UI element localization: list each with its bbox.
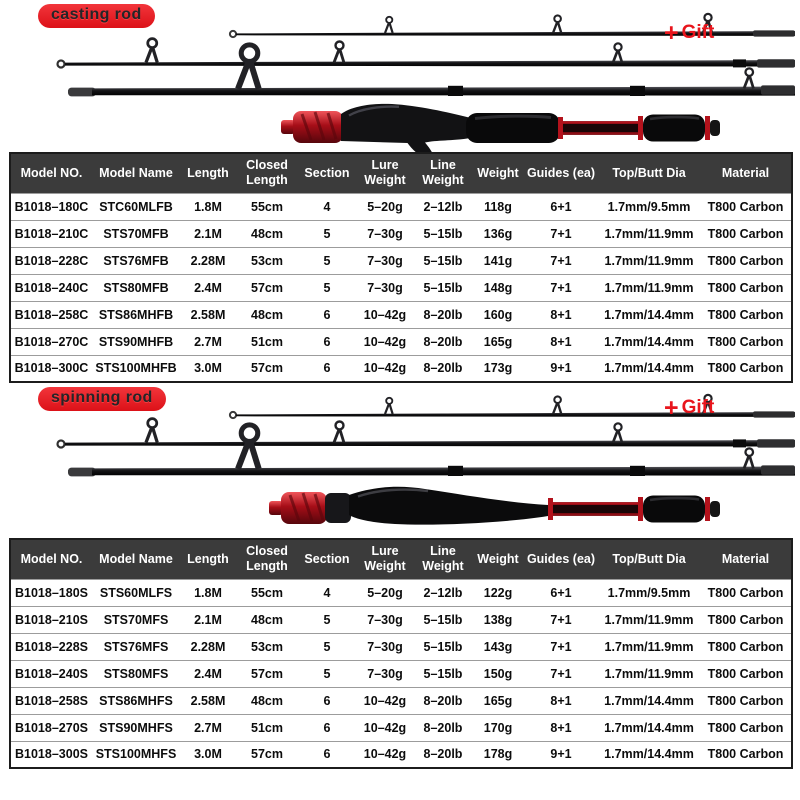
column-header: Lure Weight <box>356 153 414 193</box>
table-cell: T800 Carbon <box>700 633 792 660</box>
table-cell: 7–30g <box>356 274 414 301</box>
plus-icon: + <box>664 18 679 47</box>
header-row <box>10 539 792 579</box>
table-cell: B1018–180S <box>10 579 92 606</box>
table-cell: T800 Carbon <box>700 193 792 220</box>
table-cell: STS86MHFS <box>92 687 180 714</box>
column-header: Lure Weight <box>356 539 414 579</box>
table-cell: T800 Carbon <box>700 660 792 687</box>
column-header: Closed Length <box>236 539 298 579</box>
table-cell: 8–20lb <box>414 328 472 355</box>
table-cell: 5 <box>298 660 356 687</box>
table-cell: B1018–210S <box>10 606 92 633</box>
table-cell: 55cm <box>236 193 298 220</box>
table-cell: B1018–228S <box>10 633 92 660</box>
table-row <box>10 355 792 382</box>
table-row <box>10 687 792 714</box>
table-cell: 6 <box>298 328 356 355</box>
table-cell: 5 <box>298 274 356 301</box>
table-cell: 7+1 <box>524 247 598 274</box>
table-cell: 10–42g <box>356 301 414 328</box>
column-header: Model NO. <box>10 539 92 579</box>
table-cell: 8–20lb <box>414 741 472 768</box>
table-cell: 48cm <box>236 687 298 714</box>
table-cell: STS100MHFB <box>92 355 180 382</box>
table-cell: 8–20lb <box>414 714 472 741</box>
table-cell: 7–30g <box>356 247 414 274</box>
table-cell: 2.28M <box>180 633 236 660</box>
table-cell: 2.7M <box>180 714 236 741</box>
table-cell: 5–15lb <box>414 633 472 660</box>
rod-guide-icon <box>146 419 157 443</box>
table-cell: 10–42g <box>356 714 414 741</box>
table-cell: 160g <box>472 301 524 328</box>
table-cell: 57cm <box>236 741 298 768</box>
column-header: Model Name <box>92 539 180 579</box>
table-cell: T800 Carbon <box>700 579 792 606</box>
rod-guide-icon <box>146 39 157 63</box>
column-header: Closed Length <box>236 153 298 193</box>
table-cell: 8+1 <box>524 714 598 741</box>
table-cell: B1018–210C <box>10 220 92 247</box>
table-cell: 178g <box>472 741 524 768</box>
table-cell: 170g <box>472 714 524 741</box>
spinning-rod-image-area <box>0 383 800 538</box>
table-cell: B1018–240S <box>10 660 92 687</box>
column-header: Material <box>700 153 792 193</box>
rod-guide-icon <box>744 68 753 88</box>
table-cell: 1.7mm/14.4mm <box>598 714 700 741</box>
table-cell: 51cm <box>236 328 298 355</box>
table-cell: B1018–228C <box>10 247 92 274</box>
table-cell: 2.58M <box>180 301 236 328</box>
column-header: Guides (ea) <box>524 539 598 579</box>
spinning-rod-badge: spinning rod <box>38 387 166 411</box>
table-cell: 118g <box>472 193 524 220</box>
column-header: Model NO. <box>10 153 92 193</box>
spinning-spec-table <box>9 538 793 769</box>
table-cell: 1.7mm/9.5mm <box>598 193 700 220</box>
table-cell: 48cm <box>236 606 298 633</box>
column-header: Length <box>180 153 236 193</box>
table-cell: 2–12lb <box>414 579 472 606</box>
table-cell: STS86MHFB <box>92 301 180 328</box>
table-cell: 8–20lb <box>414 687 472 714</box>
table-cell: STS80MFS <box>92 660 180 687</box>
table-cell: 2.1M <box>180 606 236 633</box>
table-cell: 1.7mm/14.4mm <box>598 328 700 355</box>
column-header: Top/Butt Dia <box>598 153 700 193</box>
rod-guide-icon <box>553 396 561 414</box>
table-row <box>10 633 792 660</box>
table-cell: STS80MFB <box>92 274 180 301</box>
table-cell: 7+1 <box>524 606 598 633</box>
table-cell: STS70MFS <box>92 606 180 633</box>
rod-guide-icon <box>613 43 622 62</box>
table-cell: STS76MFB <box>92 247 180 274</box>
table-cell: 6 <box>298 301 356 328</box>
table-cell: T800 Carbon <box>700 687 792 714</box>
table-cell: 138g <box>472 606 524 633</box>
rod-guide-icon <box>334 41 344 62</box>
table-cell: 7–30g <box>356 220 414 247</box>
table-row <box>10 714 792 741</box>
table-cell: 1.8M <box>180 193 236 220</box>
table-cell: 5–15lb <box>414 606 472 633</box>
gift-text: Gift <box>681 397 715 418</box>
table-row <box>10 660 792 687</box>
table-cell: 141g <box>472 247 524 274</box>
butt-knob <box>281 120 295 134</box>
table-cell: T800 Carbon <box>700 247 792 274</box>
table-cell: T800 Carbon <box>700 301 792 328</box>
table-cell: 2.4M <box>180 274 236 301</box>
table-cell: B1018–240C <box>10 274 92 301</box>
table-cell: 5–20g <box>356 579 414 606</box>
table-cell: 9+1 <box>524 355 598 382</box>
rod-mid-section <box>58 419 796 448</box>
table-row <box>10 301 792 328</box>
rod-guide-icon <box>238 45 259 89</box>
table-cell: 165g <box>472 687 524 714</box>
table-cell: STC60MLFB <box>92 193 180 220</box>
plus-icon: + <box>664 393 679 422</box>
table-cell: 5–20g <box>356 193 414 220</box>
table-cell: 5 <box>298 247 356 274</box>
table-cell: B1018–258C <box>10 301 92 328</box>
table-cell: 8–20lb <box>414 355 472 382</box>
table-cell: 150g <box>472 660 524 687</box>
table-cell: 7+1 <box>524 274 598 301</box>
table-cell: STS76MFS <box>92 633 180 660</box>
table-cell: 6 <box>298 741 356 768</box>
table-cell: 57cm <box>236 660 298 687</box>
header-row <box>10 153 792 193</box>
table-cell: 136g <box>472 220 524 247</box>
table-cell: 7+1 <box>524 660 598 687</box>
table-cell: B1018–300C <box>10 355 92 382</box>
table-cell: 57cm <box>236 274 298 301</box>
table-cell: 4 <box>298 579 356 606</box>
table-cell: 53cm <box>236 247 298 274</box>
table-cell: 1.7mm/11.9mm <box>598 606 700 633</box>
column-header: Section <box>298 153 356 193</box>
table-cell: 2.7M <box>180 328 236 355</box>
casting-rod-badge: casting rod <box>38 4 155 28</box>
table-cell: 1.7mm/11.9mm <box>598 633 700 660</box>
table-cell: 1.7mm/14.4mm <box>598 355 700 382</box>
table-cell: STS60MLFS <box>92 579 180 606</box>
table-cell: T800 Carbon <box>700 714 792 741</box>
table-cell: 5–15lb <box>414 660 472 687</box>
table-cell: B1018–270C <box>10 328 92 355</box>
table-cell: 48cm <box>236 301 298 328</box>
table-cell: 3.0M <box>180 741 236 768</box>
table-cell: 53cm <box>236 633 298 660</box>
table-cell: 143g <box>472 633 524 660</box>
column-header: Line Weight <box>414 153 472 193</box>
rod-guide-icon <box>553 15 561 33</box>
table-row <box>10 247 792 274</box>
table-cell: 51cm <box>236 714 298 741</box>
table-cell: 3.0M <box>180 355 236 382</box>
column-header: Length <box>180 539 236 579</box>
table-cell: 7–30g <box>356 633 414 660</box>
table-cell: 5 <box>298 633 356 660</box>
table-cell: 6+1 <box>524 579 598 606</box>
table-cell: 7+1 <box>524 633 598 660</box>
table-cell: 2.58M <box>180 687 236 714</box>
table-cell: 57cm <box>236 355 298 382</box>
table-cell: 8+1 <box>524 687 598 714</box>
rod-guide-icon <box>385 17 393 33</box>
table-cell: 1.7mm/11.9mm <box>598 247 700 274</box>
table-cell: B1018–300S <box>10 741 92 768</box>
table-cell: B1018–270S <box>10 714 92 741</box>
table-cell: 6 <box>298 355 356 382</box>
casting-rod-image-area <box>0 0 800 152</box>
table-cell: 10–42g <box>356 687 414 714</box>
column-header: Weight <box>472 539 524 579</box>
table-cell: STS90MHFS <box>92 714 180 741</box>
bottom-spacer <box>0 769 800 789</box>
table-cell: 5–15lb <box>414 274 472 301</box>
table-cell: 165g <box>472 328 524 355</box>
table-cell: 5–15lb <box>414 247 472 274</box>
table-row <box>10 328 792 355</box>
column-header: Line Weight <box>414 539 472 579</box>
table-cell: 7+1 <box>524 220 598 247</box>
reel-seat-collar <box>325 493 351 523</box>
column-header: Top/Butt Dia <box>598 539 700 579</box>
casting-handle-section <box>281 104 720 152</box>
table-row <box>10 193 792 220</box>
rod-guide-icon <box>334 421 344 442</box>
rod-guide-icon <box>744 448 753 468</box>
table-cell: 8+1 <box>524 328 598 355</box>
table-cell: 10–42g <box>356 355 414 382</box>
column-header: Weight <box>472 153 524 193</box>
table-cell: 8+1 <box>524 301 598 328</box>
table-cell: 6 <box>298 687 356 714</box>
table-cell: T800 Carbon <box>700 355 792 382</box>
table-cell: STS100MHFS <box>92 741 180 768</box>
table-cell: T800 Carbon <box>700 274 792 301</box>
table-cell: 5 <box>298 220 356 247</box>
table-cell: 5–15lb <box>414 220 472 247</box>
gift-text: Gift <box>681 22 715 43</box>
table-cell: 1.7mm/11.9mm <box>598 660 700 687</box>
table-cell: 173g <box>472 355 524 382</box>
table-cell: 1.7mm/9.5mm <box>598 579 700 606</box>
table-row <box>10 606 792 633</box>
rod-guide-icon <box>385 398 393 414</box>
butt-knob <box>269 501 283 515</box>
table-row <box>10 741 792 768</box>
table-row <box>10 579 792 606</box>
table-cell: B1018–180C <box>10 193 92 220</box>
table-cell: T800 Carbon <box>700 741 792 768</box>
spinning-handle-section <box>269 487 720 525</box>
table-row <box>10 220 792 247</box>
table-cell: 5 <box>298 606 356 633</box>
table-row <box>10 274 792 301</box>
table-cell: 122g <box>472 579 524 606</box>
table-cell: T800 Carbon <box>700 220 792 247</box>
column-header: Material <box>700 539 792 579</box>
table-cell: 1.7mm/11.9mm <box>598 220 700 247</box>
table-cell: B1018–258S <box>10 687 92 714</box>
column-header: Section <box>298 539 356 579</box>
table-cell: 2.4M <box>180 660 236 687</box>
table-cell: 1.7mm/11.9mm <box>598 274 700 301</box>
table-cell: 10–42g <box>356 741 414 768</box>
table-cell: 10–42g <box>356 328 414 355</box>
table-cell: 1.7mm/14.4mm <box>598 741 700 768</box>
table-cell: 2.1M <box>180 220 236 247</box>
column-header: Model Name <box>92 153 180 193</box>
table-cell: 55cm <box>236 579 298 606</box>
table-cell: 2–12lb <box>414 193 472 220</box>
table-cell: 1.7mm/14.4mm <box>598 687 700 714</box>
table-cell: STS90MHFB <box>92 328 180 355</box>
table-cell: 6 <box>298 714 356 741</box>
rod-guide-icon <box>613 423 622 442</box>
table-cell: T800 Carbon <box>700 606 792 633</box>
table-cell: T800 Carbon <box>700 328 792 355</box>
gift-label <box>664 18 715 47</box>
rod-butt-section <box>68 425 795 477</box>
table-cell: 4 <box>298 193 356 220</box>
rod-guide-icon <box>238 425 259 469</box>
gift-label <box>664 393 715 422</box>
table-cell: 48cm <box>236 220 298 247</box>
table-cell: 8–20lb <box>414 301 472 328</box>
table-cell: 1.7mm/14.4mm <box>598 301 700 328</box>
column-header: Guides (ea) <box>524 153 598 193</box>
table-cell: 2.28M <box>180 247 236 274</box>
casting-spec-table <box>9 152 793 383</box>
table-cell: 1.8M <box>180 579 236 606</box>
table-cell: 148g <box>472 274 524 301</box>
rod-butt-section <box>68 45 795 97</box>
table-cell: 7–30g <box>356 660 414 687</box>
table-cell: 7–30g <box>356 606 414 633</box>
table-cell: 9+1 <box>524 741 598 768</box>
table-cell: STS70MFB <box>92 220 180 247</box>
table-cell: 6+1 <box>524 193 598 220</box>
